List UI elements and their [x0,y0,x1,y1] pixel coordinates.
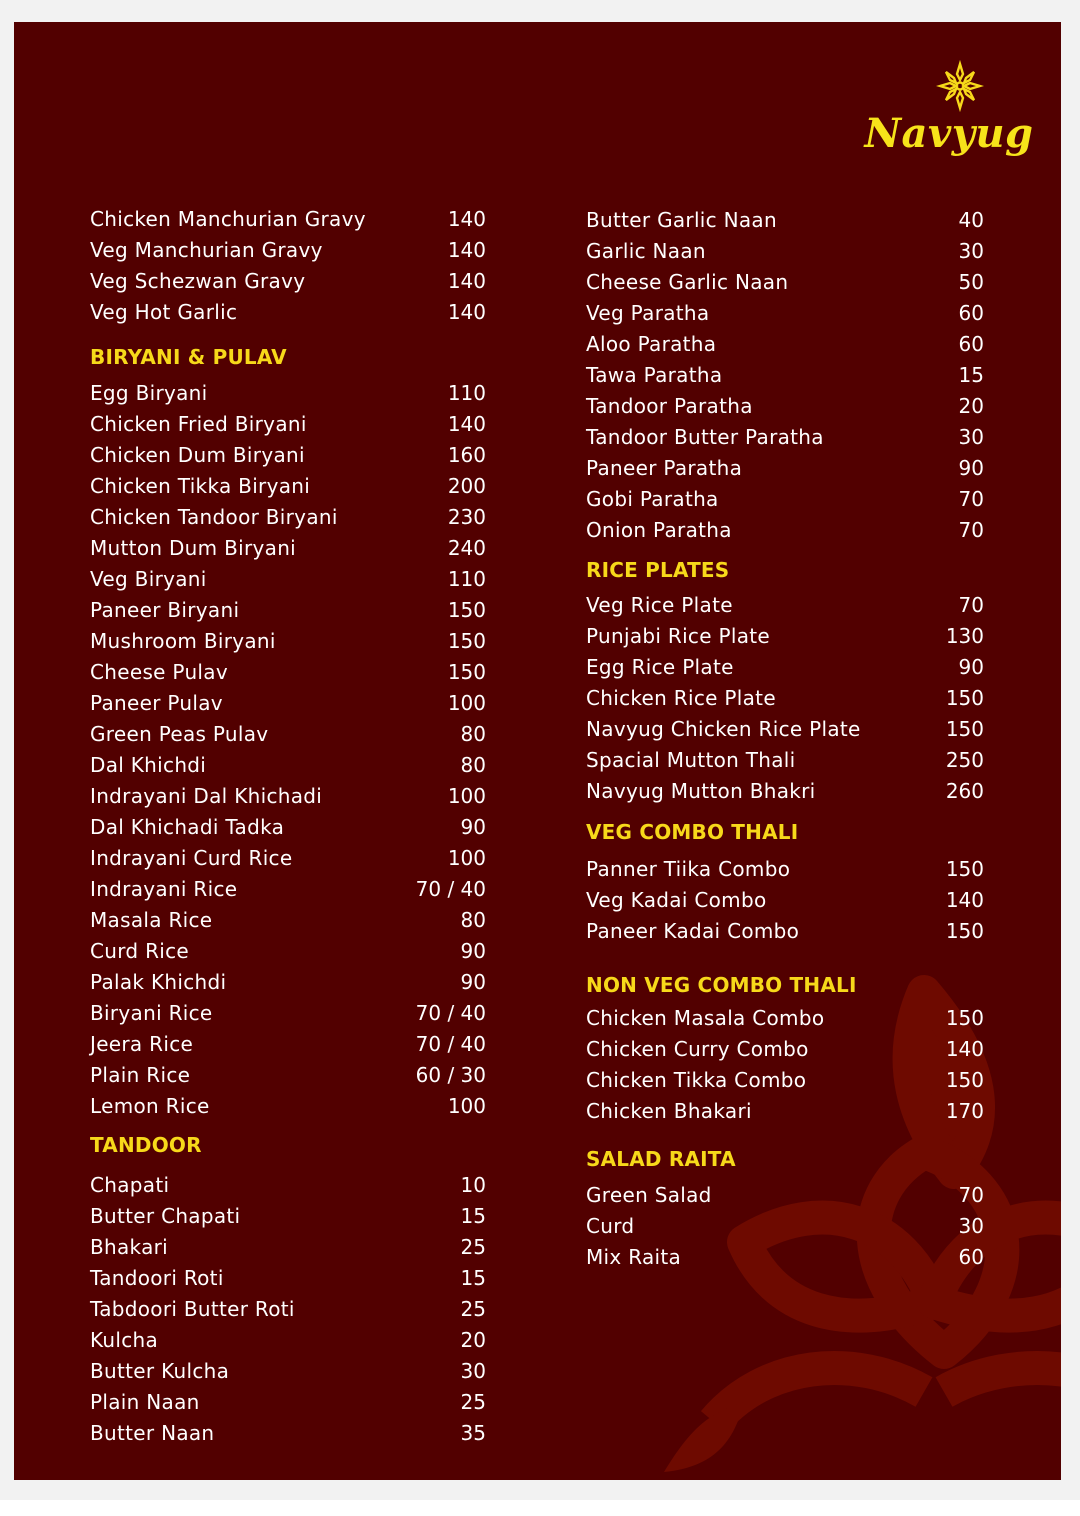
menu-item-name: Butter Chapati [90,1204,241,1228]
menu-item [90,1235,486,1266]
menu-item-price: 100 [447,1094,486,1118]
menu-item-name: Onion Paratha [586,518,732,542]
menu-item-price: 80 [460,753,486,777]
menu-item-price: 15 [460,1204,486,1228]
menu-item [90,505,486,536]
menu-item [586,1037,984,1068]
menu-item [90,691,486,722]
menu-item-price: 160 [447,443,486,467]
menu-item [586,208,984,239]
menu-item [90,660,486,691]
menu-item [90,238,486,269]
menu-item-name: Paneer Paratha [586,456,743,480]
menu-item-name: Paneer Pulav [90,691,223,715]
menu-item [586,239,984,270]
menu-item-name: Tandoori Roti [90,1266,224,1290]
menu-item-price: 70 [958,593,984,617]
section-title-tandoor: TANDOOR [90,1133,202,1157]
menu-item [90,939,486,970]
menu-item-price: 35 [460,1421,486,1445]
menu-item-name: Aloo Paratha [586,332,717,356]
menu-item-price: 90 [460,939,486,963]
menu-item-price: 150 [945,857,984,881]
menu-item-name: Curd [586,1214,635,1238]
menu-item-price: 15 [958,363,984,387]
menu-item-name: Chicken Tikka Biryani [90,474,311,498]
menu-item-price: 200 [447,474,486,498]
menu-item [90,598,486,629]
menu-item-name: Gobi Paratha [586,487,719,511]
menu-item-price: 60 [958,301,984,325]
menu-item-price: 150 [447,629,486,653]
menu-item-name: Jeera Rice [90,1032,194,1056]
menu-item-name: Mutton Dum Biryani [90,536,297,560]
menu-item-name: Veg Schezwan Gravy [90,269,306,293]
menu-item-name: Veg Manchurian Gravy [90,238,323,262]
menu-item-price: 140 [447,207,486,231]
menu-item-name: Panner Tiika Combo [586,857,791,881]
menu-item-price: 150 [447,598,486,622]
menu-item-name: Plain Rice [90,1063,191,1087]
menu-item-name: Punjabi Rice Plate [586,624,771,648]
menu-item-name: Chicken Bhakari [586,1099,752,1123]
menu-item-price: 60 [958,332,984,356]
menu-item-name: Navyug Mutton Bhakri [586,779,816,803]
menu-item-name: Indrayani Dal Khichadi [90,784,323,808]
menu-item [90,1173,486,1204]
menu-item [586,270,984,301]
menu-item-price: 130 [945,624,984,648]
menu-item-price: 240 [447,536,486,560]
menu-item-name: Cheese Pulav [90,660,228,684]
menu-item-price: 80 [460,722,486,746]
menu-item-name: Butter Garlic Naan [586,208,777,232]
menu-item-price: 170 [945,1099,984,1123]
menu-item-price: 30 [460,1359,486,1383]
menu-item [90,269,486,300]
menu-item-price: 25 [460,1390,486,1414]
menu-item [586,332,984,363]
menu-item-name: Chicken Tandoor Biryani [90,505,338,529]
menu-item-name: Tawa Paratha [586,363,723,387]
menu-item [90,207,486,238]
menu-item [586,655,984,686]
menu-item [90,722,486,753]
menu-item [90,1063,486,1094]
menu-item-price: 260 [945,779,984,803]
menu-item-name: Paneer Kadai Combo [586,919,800,943]
menu-item-name: Egg Rice Plate [586,655,734,679]
menu-item [90,1390,486,1421]
menu-item-price: 90 [460,815,486,839]
menu-item-name: Chapati [90,1173,170,1197]
menu-item [586,888,984,919]
menu-item-price: 110 [447,381,486,405]
menu-item-name: Chicken Tikka Combo [586,1068,807,1092]
menu-item-name: Veg Rice Plate [586,593,733,617]
menu-item-price: 70 [958,1183,984,1207]
menu-item-price: 20 [958,394,984,418]
menu-item-price: 60 / 30 [415,1063,486,1087]
menu-item-name: Cheese Garlic Naan [586,270,789,294]
menu-item-name: Egg Biryani [90,381,208,405]
menu-item-price: 150 [945,1006,984,1030]
menu-item [90,536,486,567]
menu-item [90,1032,486,1063]
menu-item [586,1006,984,1037]
menu-item [90,1001,486,1032]
menu-item-name: Curd Rice [90,939,190,963]
menu-item-name: Masala Rice [90,908,213,932]
menu-item [586,456,984,487]
menu-item [90,784,486,815]
menu-item [90,970,486,1001]
menu-item-name: Chicken Dum Biryani [90,443,305,467]
menu-item-name: Bhakari [90,1235,169,1259]
menu-item-price: 140 [447,238,486,262]
menu-item-price: 150 [945,919,984,943]
menu-item [586,686,984,717]
menu-item-price: 150 [945,717,984,741]
menu-item-price: 30 [958,1214,984,1238]
menu-item-name: Veg Biryani [90,567,207,591]
menu-item-price: 100 [447,691,486,715]
menu-item [90,1328,486,1359]
menu-item [90,443,486,474]
menu-item [586,779,984,810]
menu-card [14,22,1061,1480]
menu-item-price: 230 [447,505,486,529]
menu-item [586,363,984,394]
menu-item [586,919,984,950]
menu-item [586,1214,984,1245]
menu-item-price: 20 [460,1328,486,1352]
menu-item-price: 140 [447,300,486,324]
menu-item-price: 70 / 40 [415,1032,486,1056]
menu-item-name: Lemon Rice [90,1094,210,1118]
section-title-biryani-pulav: BIRYANI & PULAV [90,345,287,369]
menu-item-price: 150 [945,686,984,710]
menu-item [90,1266,486,1297]
menu-item-name: Butter Naan [90,1421,215,1445]
menu-item-name: Indrayani Rice [90,877,238,901]
menu-item [586,1245,984,1276]
menu-item [90,753,486,784]
menu-item [90,1359,486,1390]
menu-item-price: 25 [460,1297,486,1321]
menu-item [586,487,984,518]
menu-item-price: 140 [447,412,486,436]
menu-item-price: 90 [460,970,486,994]
menu-item-price: 70 / 40 [415,877,486,901]
menu-item-name: Navyug Chicken Rice Plate [586,717,861,741]
menu-item-name: Tandoor Butter Paratha [586,425,824,449]
section-title-salad-raita: SALAD RAITA [586,1147,736,1171]
menu-item [90,815,486,846]
menu-item [90,1094,486,1125]
menu-item-name: Chicken Curry Combo [586,1037,809,1061]
menu-item-name: Tabdoori Butter Roti [90,1297,295,1321]
menu-item-name: Green Salad [586,1183,712,1207]
menu-item [90,381,486,412]
section-title-veg-combo-thali: VEG COMBO THALI [586,820,799,844]
menu-item [586,624,984,655]
menu-item [586,394,984,425]
menu-item [586,857,984,888]
menu-item [90,908,486,939]
menu-item-price: 100 [447,846,486,870]
menu-item-name: Garlic Naan [586,239,706,263]
menu-item-name: Butter Kulcha [90,1359,230,1383]
menu-item [90,629,486,660]
menu-item-price: 100 [447,784,486,808]
menu-item-price: 140 [945,888,984,912]
menu-item-name: Palak Khichdi [90,970,227,994]
menu-item-name: Indrayani Curd Rice [90,846,293,870]
brand-logo [844,60,1044,190]
menu-item [90,1297,486,1328]
menu-item [586,1068,984,1099]
menu-item-price: 10 [460,1173,486,1197]
menu-item-price: 110 [447,567,486,591]
menu-item-price: 50 [958,270,984,294]
menu-item-name: Mushroom Biryani [90,629,276,653]
menu-item [90,1421,486,1452]
menu-item-name: Biryani Rice [90,1001,213,1025]
menu-item-name: Dal Khichadi Tadka [90,815,285,839]
section-title-rice-plates: RICE PLATES [586,558,730,582]
menu-item [586,518,984,549]
menu-item-name: Chicken Manchurian Gravy [90,207,366,231]
menu-item-price: 40 [958,208,984,232]
menu-item-price: 150 [447,660,486,684]
menu-item-price: 90 [958,456,984,480]
menu-item [586,1099,984,1130]
menu-item-name: Chicken Masala Combo [586,1006,825,1030]
menu-item-name: Spacial Mutton Thali [586,748,796,772]
menu-item-price: 140 [447,269,486,293]
menu-item-name: Chicken Rice Plate [586,686,776,710]
menu-item-name: Chicken Fried Biryani [90,412,307,436]
star-flower-icon [936,60,984,112]
menu-item-name: Kulcha [90,1328,159,1352]
menu-item-name: Dal Khichdi [90,753,207,777]
menu-item-price: 70 [958,487,984,511]
menu-item-price: 80 [460,908,486,932]
menu-item [586,1183,984,1214]
menu-item [90,846,486,877]
menu-item-price: 30 [958,425,984,449]
menu-item-price: 30 [958,239,984,263]
menu-item-price: 90 [958,655,984,679]
menu-item-price: 70 / 40 [415,1001,486,1025]
menu-item [90,300,486,331]
menu-item [586,748,984,779]
menu-item-price: 140 [945,1037,984,1061]
menu-item [90,412,486,443]
menu-item-name: Tandoor Paratha [586,394,753,418]
menu-item [90,474,486,505]
brand-name: Navyug [864,110,1034,157]
menu-item-name: Mix Raita [586,1245,682,1269]
menu-item [90,1204,486,1235]
menu-item [90,877,486,908]
menu-item-name: Veg Hot Garlic [90,300,238,324]
menu-item-price: 250 [945,748,984,772]
menu-item-name: Veg Paratha [586,301,710,325]
menu-item-name: Paneer Biryani [90,598,240,622]
menu-item-price: 60 [958,1245,984,1269]
menu-item [586,425,984,456]
menu-item [90,567,486,598]
menu-item-name: Veg Kadai Combo [586,888,767,912]
menu-item [586,593,984,624]
menu-item-price: 15 [460,1266,486,1290]
menu-item [586,717,984,748]
section-title-non-veg-combo-thali: NON VEG COMBO THALI [586,973,857,997]
menu-item-name: Plain Naan [90,1390,200,1414]
page-bottom-strip [0,1500,1080,1516]
menu-item [586,301,984,332]
menu-item-price: 25 [460,1235,486,1259]
menu-item-name: Green Peas Pulav [90,722,269,746]
menu-item-price: 70 [958,518,984,542]
menu-item-price: 150 [945,1068,984,1092]
